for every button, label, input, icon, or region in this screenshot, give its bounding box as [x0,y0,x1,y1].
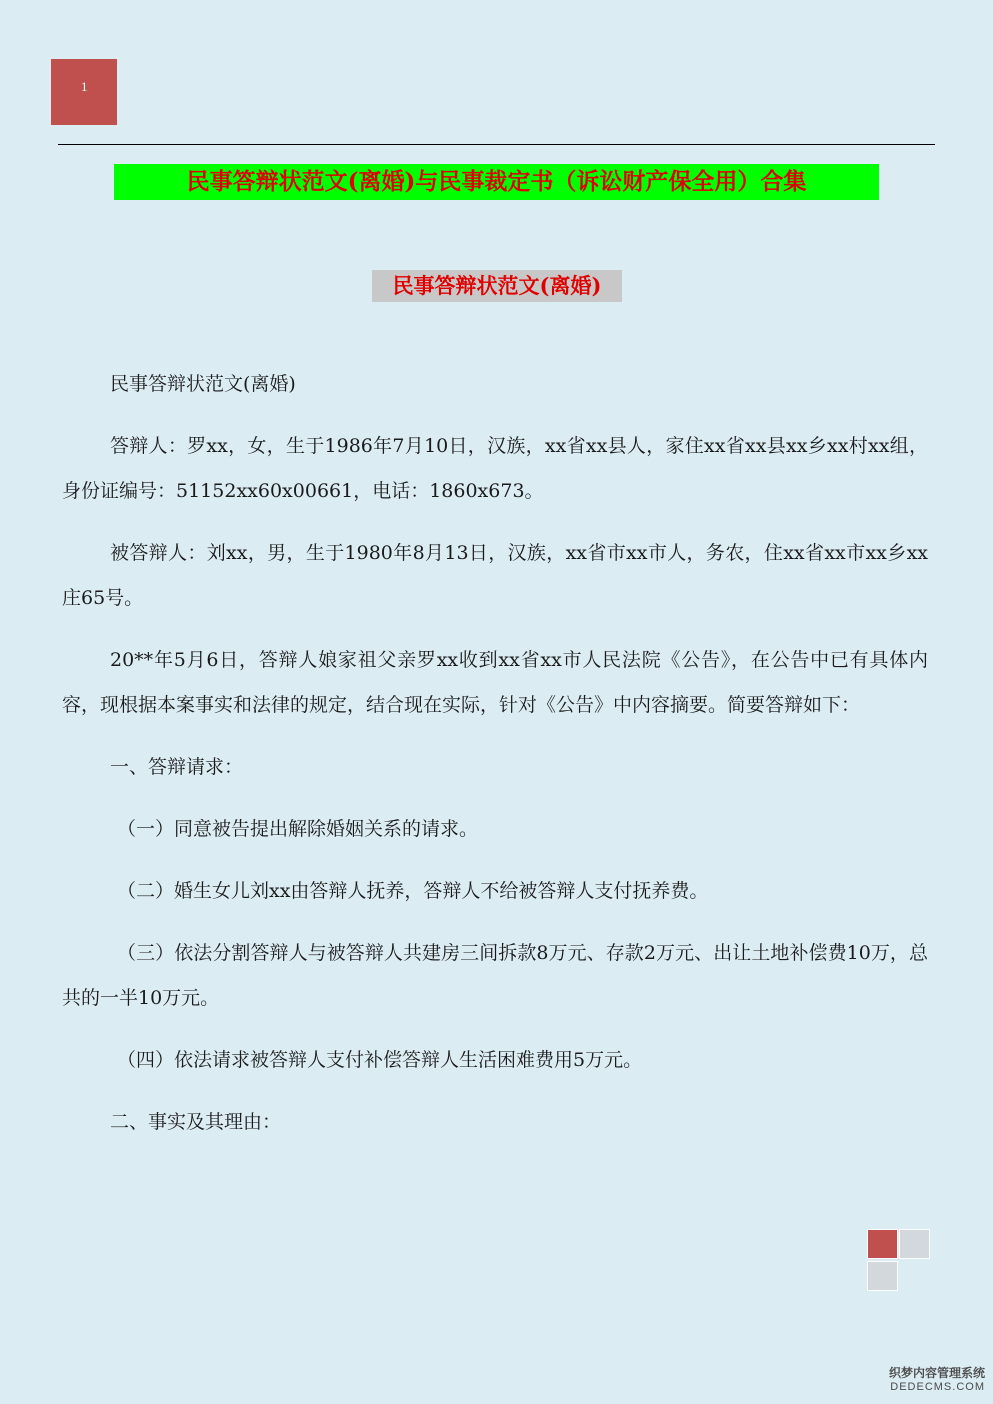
watermark [889,1366,985,1394]
paragraph-respondent: 答辩人：罗xx，女，生于1986年7月10日，汉族，xx省xx县人，家住xx省xx县xx乡xx村xx组，身份证编号：51152xx60x00661，电话：1860x673。 [62,435,928,502]
paragraph-facts-heading: 二、事实及其理由： [110,1111,282,1133]
decorative-square-gray [899,1229,930,1259]
paragraph-request-3: （三）依法分割答辩人与被答辩人共建房三间拆款8万元、存款2万元、出让土地补偿费10万，总共的一半10万元。 [62,942,928,1009]
paragraph-requests-heading: 一、答辩请求： [110,756,244,778]
document-body [62,362,928,1162]
watermark-line-en: DEDECMS.COM [890,1381,985,1393]
decorative-square-red [867,1229,898,1259]
header-divider [58,144,935,145]
section-title: 民事答辩状范文(离婚) [372,270,622,302]
paragraph-answered-party: 被答辩人：刘xx，男，生于1980年8月13日，汉族，xx省市xx市人，务农，住xx省xx市xx乡xx庄65号。 [62,542,928,609]
paragraph-request-1: （一）同意被告提出解除婚姻关系的请求。 [117,818,479,840]
page-number: 1 [81,79,88,94]
decorative-squares [867,1229,933,1293]
watermark-line-cn: 织梦内容管理系统 [888,1366,985,1380]
paragraph-request-4: （四）依法请求被答辩人支付补偿答辩人生活困难费用5万元。 [117,1049,643,1071]
paragraph-heading: 民事答辩状范文(离婚) [110,373,296,395]
document-title: 民事答辩状范文(离婚)与民事裁定书（诉讼财产保全用）合集 [114,164,879,200]
page-number-badge [51,59,117,125]
decorative-square-gray [867,1261,898,1291]
paragraph-notice: 20**年5月6日，答辩人娘家祖父亲罗xx收到xx省xx市人民法院《公告》，在公告中已有具体内容，现根据本案事实和法律的规定，结合现在实际，针对《公告》中内容摘要。简要答辩如下： [62,649,928,716]
paragraph-request-2: （二）婚生女儿刘xx由答辩人抚养，答辩人不给被答辩人支付抚养费。 [117,880,709,902]
